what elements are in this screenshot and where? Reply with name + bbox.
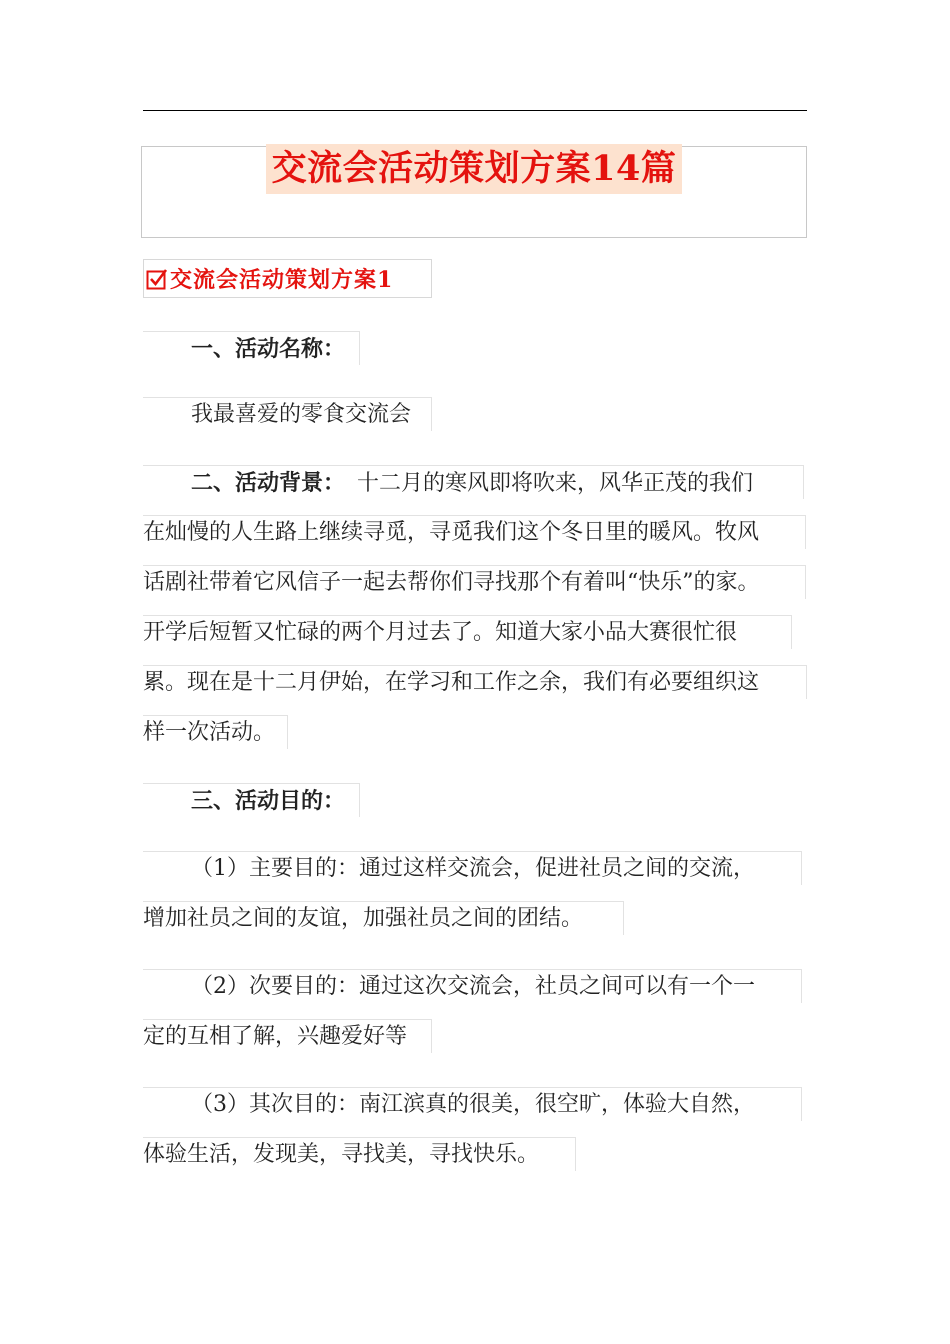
- heading-purpose: 三、活动目的：: [143, 783, 360, 817]
- background-line: 累。现在是十二月伊始，在学习和工作之余，我们有必要组织这: [143, 665, 807, 699]
- purpose-item-cont: 定的互相了解，兴趣爱好等: [143, 1019, 432, 1053]
- checkbox-checked-icon: [146, 268, 168, 290]
- background-line: 样一次活动。: [143, 715, 288, 749]
- section-heading-label: 交流会活动策划方案1: [170, 267, 394, 293]
- top-rule: [143, 110, 807, 111]
- purpose-item: （2）次要目的：通过这次交流会，社员之间可以有一个一: [143, 969, 802, 1003]
- background-text: 十二月的寒风即将吹来，风华正茂的我们: [357, 471, 754, 496]
- background-line: 话剧社带着它风信子一起去帮你们寻找那个有着叫“快乐”的家。: [143, 565, 806, 599]
- activity-name-text: 我最喜爱的零食交流会: [143, 397, 432, 431]
- background-first-line: [143, 465, 804, 499]
- purpose-item-cont: 体验生活，发现美，寻找美，寻找快乐。: [143, 1137, 576, 1171]
- purpose-item: （3）其次目的：南江滨真的很美，很空旷，体验大自然，: [143, 1087, 802, 1121]
- background-line: 开学后短暂又忙碌的两个月过去了。知道大家小品大赛很忙很: [143, 615, 792, 649]
- background-line: 在灿慢的人生路上继续寻觅，寻觅我们这个冬日里的暖风。牧风: [143, 515, 806, 549]
- document-title: 交流会活动策划方案14篇: [266, 144, 682, 194]
- section-heading: [143, 259, 432, 298]
- purpose-item: （1）主要目的：通过这样交流会，促进社员之间的交流，: [143, 851, 802, 885]
- heading-activity-name: 一、活动名称：: [143, 331, 360, 365]
- heading-background: 二、活动背景：: [191, 470, 346, 496]
- purpose-item-cont: 增加社员之间的友谊，加强社员之间的团结。: [143, 901, 624, 935]
